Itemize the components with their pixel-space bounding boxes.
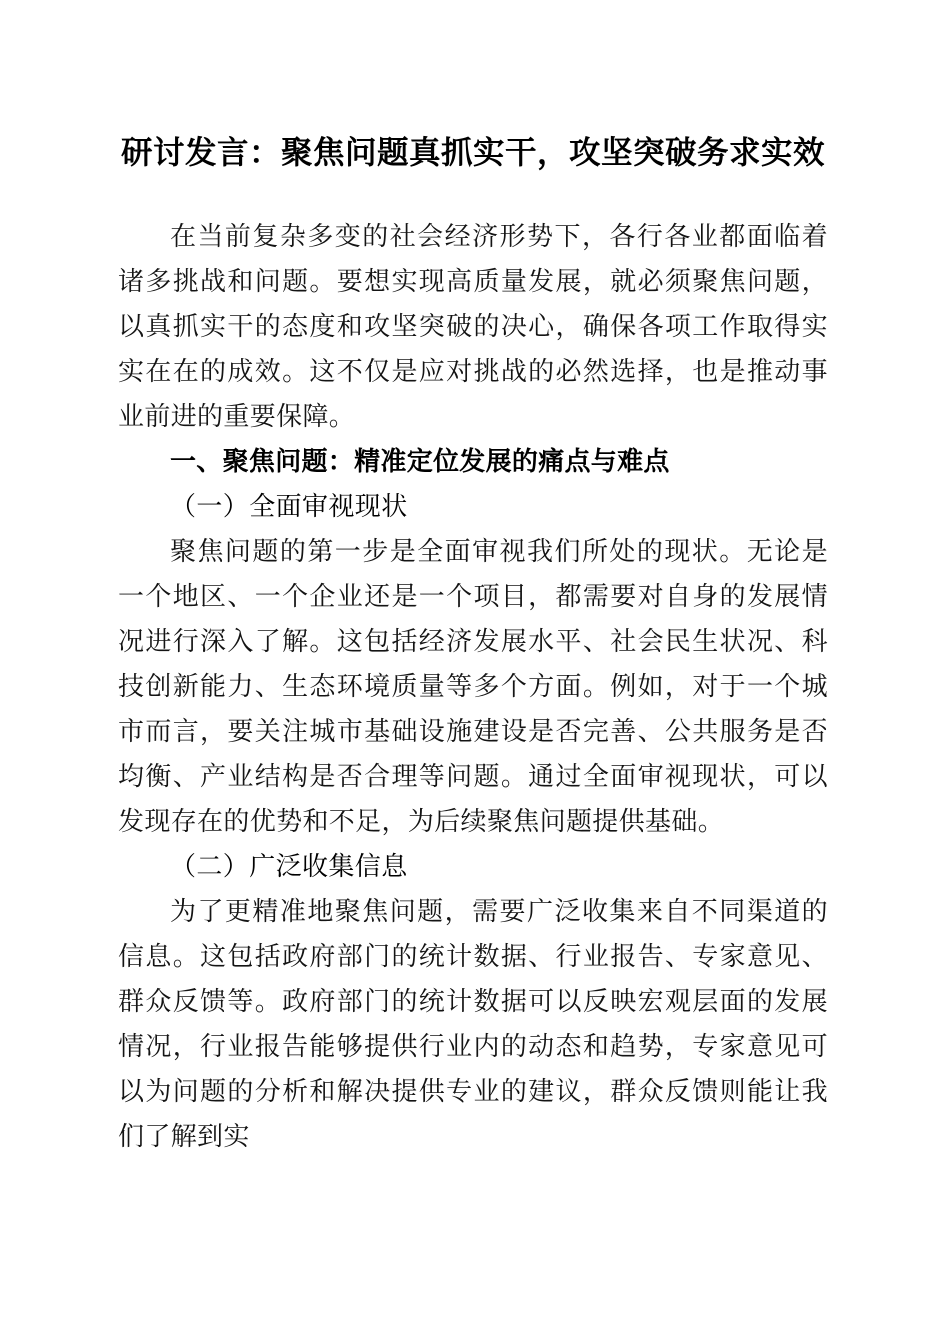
- section-heading-one: 一、聚焦问题：精准定位发展的痛点与难点: [170, 446, 670, 476]
- document-content: [118, 0, 828, 1159]
- document-title: 研讨发言：聚焦问题真抓实干，攻坚突破务求实效: [120, 135, 825, 170]
- paragraph-one-two: 为了更精准地聚焦问题，需要广泛收集来自不同渠道的信息。这包括政府部门的统计数据、行业报告、专家意见、群众反馈等。政府部门的统计数据可以反映宏观层面的发展情况，行业报告能够提供行业内的动态和趋势，专家意见可以为问题的分析和解决提供专业的建议，群众反馈则能让我们了解到实: [118, 897, 828, 1151]
- title-body-spacer: [118, 178, 828, 214]
- subsection-heading-one-one: （一）全面审视现状: [170, 492, 408, 521]
- paragraph-intro: 在当前复杂多变的社会经济形势下，各行各业都面临着诸多挑战和问题。要想实现高质量发展，就必须聚焦问题，以真抓实干的态度和攻坚突破的决心，确保各项工作取得实实在在的成效。这不仅是应对挑战的必然选择，也是推动事业前进的重要保障。: [118, 222, 828, 431]
- subsection-heading-one-two: （二）广泛收集信息: [170, 852, 408, 881]
- paragraph-one-one: 聚焦问题的第一步是全面审视我们所处的现状。无论是一个地区、一个企业还是一个项目，都需要对自身的发展情况进行深入了解。这包括经济发展水平、社会民生状况、科技创新能力、生态环境质量等多个方面。例如，对于一个城市而言，要关注城市基础设施建设是否完善、公共服务是否均衡、产业结构是否合理等问题。通过全面审视现状，可以发现存在的优势和不足，为后续聚焦问题提供基础。: [118, 537, 828, 836]
